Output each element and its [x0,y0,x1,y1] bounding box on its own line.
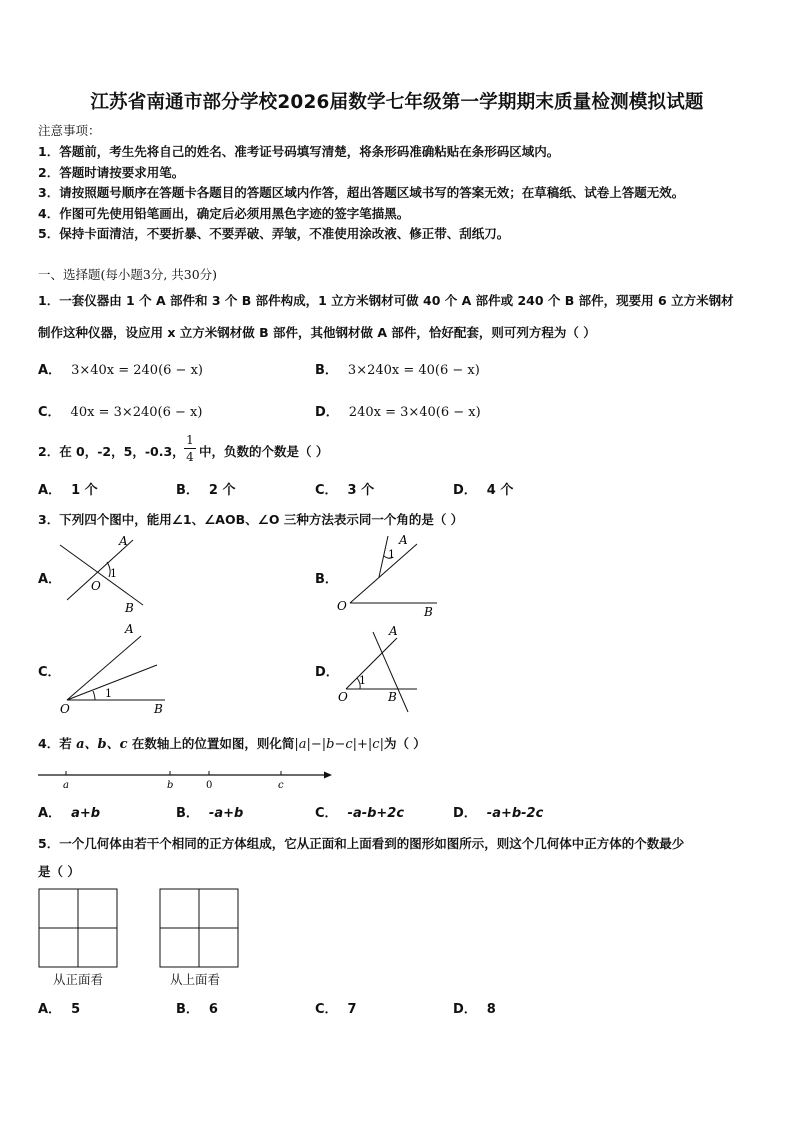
caption-front-view: 从正面看 [53,972,104,987]
q1-stem-line1: 1．一套仪器由 1 个 A 部件和 3 个 B 部件构成，1 立方米钢材可做 40 个 A 部件或 240 个 B 部件，现要用 6 立方米钢材 [38,293,734,308]
option-text: 2 个 [208,483,236,498]
q2-stem-before: 2．在 0，-2，5，-0.3， [38,444,185,459]
axis-label-zero: 0 [206,780,213,791]
option-text: 3 个 [347,483,375,498]
q4-stem [38,733,426,752]
q1-option-a[interactable] [38,359,203,378]
option-text: -a+b [208,806,244,821]
option-letter: B． [176,483,199,498]
option-text: 8 [486,1002,496,1017]
q1-option-c[interactable] [38,401,202,420]
q4-option-a[interactable] [38,802,110,821]
q2-option-d[interactable] [453,479,523,498]
option-letter: A． [38,483,62,498]
q2-option-b[interactable] [176,479,246,498]
axis-label-c: c [278,780,284,791]
option-letter: B． [176,806,199,821]
label-a: A [125,622,134,636]
q2-stem-after: 中，负数的个数是（ ） [199,444,329,459]
caption-top-view: 从上面看 [170,972,221,987]
label-1: 1 [110,567,117,580]
option-letter: A． [38,572,62,587]
notice-item: 3．请按照题号顺序在答题卡各题目的答题区域内作答，超出答题区域书写的答案无效；在草稿纸、试卷上答题无效。 [38,185,685,200]
option-letter: C． [38,665,61,680]
option-text: 40x = 3×240(6 − x) [70,405,203,420]
top-view-grid [159,888,241,970]
notice-item: 1．答题前，考生先将自己的姓名、准考证号码填写清楚，将条形码准确粘贴在条形码区域内。 [38,144,560,159]
axis-label-a: a [63,780,69,791]
q5-option-b[interactable] [176,998,228,1017]
q5-option-a[interactable] [38,998,90,1017]
q3-figure-d [333,620,433,715]
q3-stem: 3．下列四个图中，能用∠1、∠AOB、∠O 三种方法表示同一个角的是（ ） [38,512,464,527]
option-text: 7 [347,1002,357,1017]
label-o: O [91,579,101,593]
notice-heading: 注意事项： [38,123,101,138]
option-text: 5 [71,1002,81,1017]
option-letter: A． [38,1002,62,1017]
label-o: O [338,690,348,704]
option-text: 4 个 [486,483,514,498]
option-text: a+b [71,806,101,821]
notice-item: 4．作图可先使用铅笔画出，确定后必须用黑色字迹的签字笔描黑。 [38,206,410,221]
q5-option-d[interactable] [453,998,506,1017]
fraction-denominator: 4 [186,450,194,464]
label-a: A [399,533,408,547]
label-o: O [337,599,347,613]
option-letter: D． [453,1002,477,1017]
option-letter: A． [38,806,62,821]
label-b: B [424,605,433,619]
option-text: 3×240x = 40(6 − x) [347,363,480,378]
option-text: 6 [208,1002,218,1017]
q4-option-d[interactable] [453,802,553,821]
label-b: B [125,601,134,615]
q2-fraction [184,433,196,464]
q3-figure-c [55,620,175,720]
label-a: A [119,534,128,548]
option-text: 1 个 [71,483,98,498]
label-b: B [154,702,163,716]
q2-option-c[interactable] [315,479,384,498]
option-letter: D． [453,483,477,498]
option-letter: C． [315,483,338,498]
q4-stem-before: 4．若 [38,736,77,751]
front-view-grid [38,888,120,970]
notice-item: 5．保持卡面清洁，不要折暴、不要弄破、弄皱，不准使用涂改液、修正带、刮纸刀。 [38,226,510,241]
option-letter: B． [176,1002,199,1017]
axis-label-b: b [167,780,174,791]
option-letter: B． [315,363,338,378]
label-b: B [388,690,397,704]
option-text: 240x = 3×40(6 − x) [348,405,481,420]
label-a: A [389,624,398,638]
q1-option-d[interactable] [315,401,481,420]
q5-stem-line2: 是（ ） [38,864,80,879]
fraction-numerator: 1 [186,433,194,447]
label-1: 1 [105,687,112,700]
option-text: 3×40x = 240(6 − x) [71,363,203,378]
q1-option-b[interactable] [315,359,480,378]
notice-item: 2．答题时请按要求用笔。 [38,165,185,180]
option-letter: C． [315,806,338,821]
option-letter: C． [315,1002,338,1017]
q4-option-c[interactable] [315,802,414,821]
q4-option-b[interactable] [176,802,253,821]
q5-option-c[interactable] [315,998,367,1017]
q4-stem-mid: 在数轴上的位置如图，则化简 [127,736,295,751]
q3-figure-b [333,530,443,620]
option-letter: B． [315,572,338,587]
label-1: 1 [359,674,366,687]
option-letter: D． [453,806,477,821]
number-line [36,766,336,792]
section-heading: 一、选择题(每小题3分, 共30分) [38,267,218,282]
fraction-bar [184,448,196,449]
option-letter: D． [315,405,339,420]
option-letter: A． [38,363,62,378]
option-letter: D． [315,665,339,680]
q4-expression: |a|−|b−c|+|c| [294,737,384,752]
option-text: -a+b-2c [486,806,544,821]
q4-stem-after: 为（ ） [383,736,426,751]
option-text: -a-b+2c [347,806,405,821]
q4-vars: a、b、c [76,737,128,752]
q1-stem-line2: 制作这种仪器，设应用 x 立方米钢材做 B 部件，其他钢材做 A 部件，恰好配套，则可列方程为（ ） [38,325,596,340]
page-title: 江苏省南通市部分学校2026届数学七年级第一学期期末质量检测模拟试题 [90,92,704,113]
q3-figure-a [55,530,155,615]
q5-stem-line1: 5．一个几何体由若干个相同的正方体组成，它从正面和上面看到的图形如图所示，则这个几何体中正方体的个数最少 [38,836,685,851]
q2-option-a[interactable] [38,479,108,498]
label-1: 1 [388,548,395,561]
option-letter: C． [38,405,61,420]
label-o: O [60,702,70,716]
